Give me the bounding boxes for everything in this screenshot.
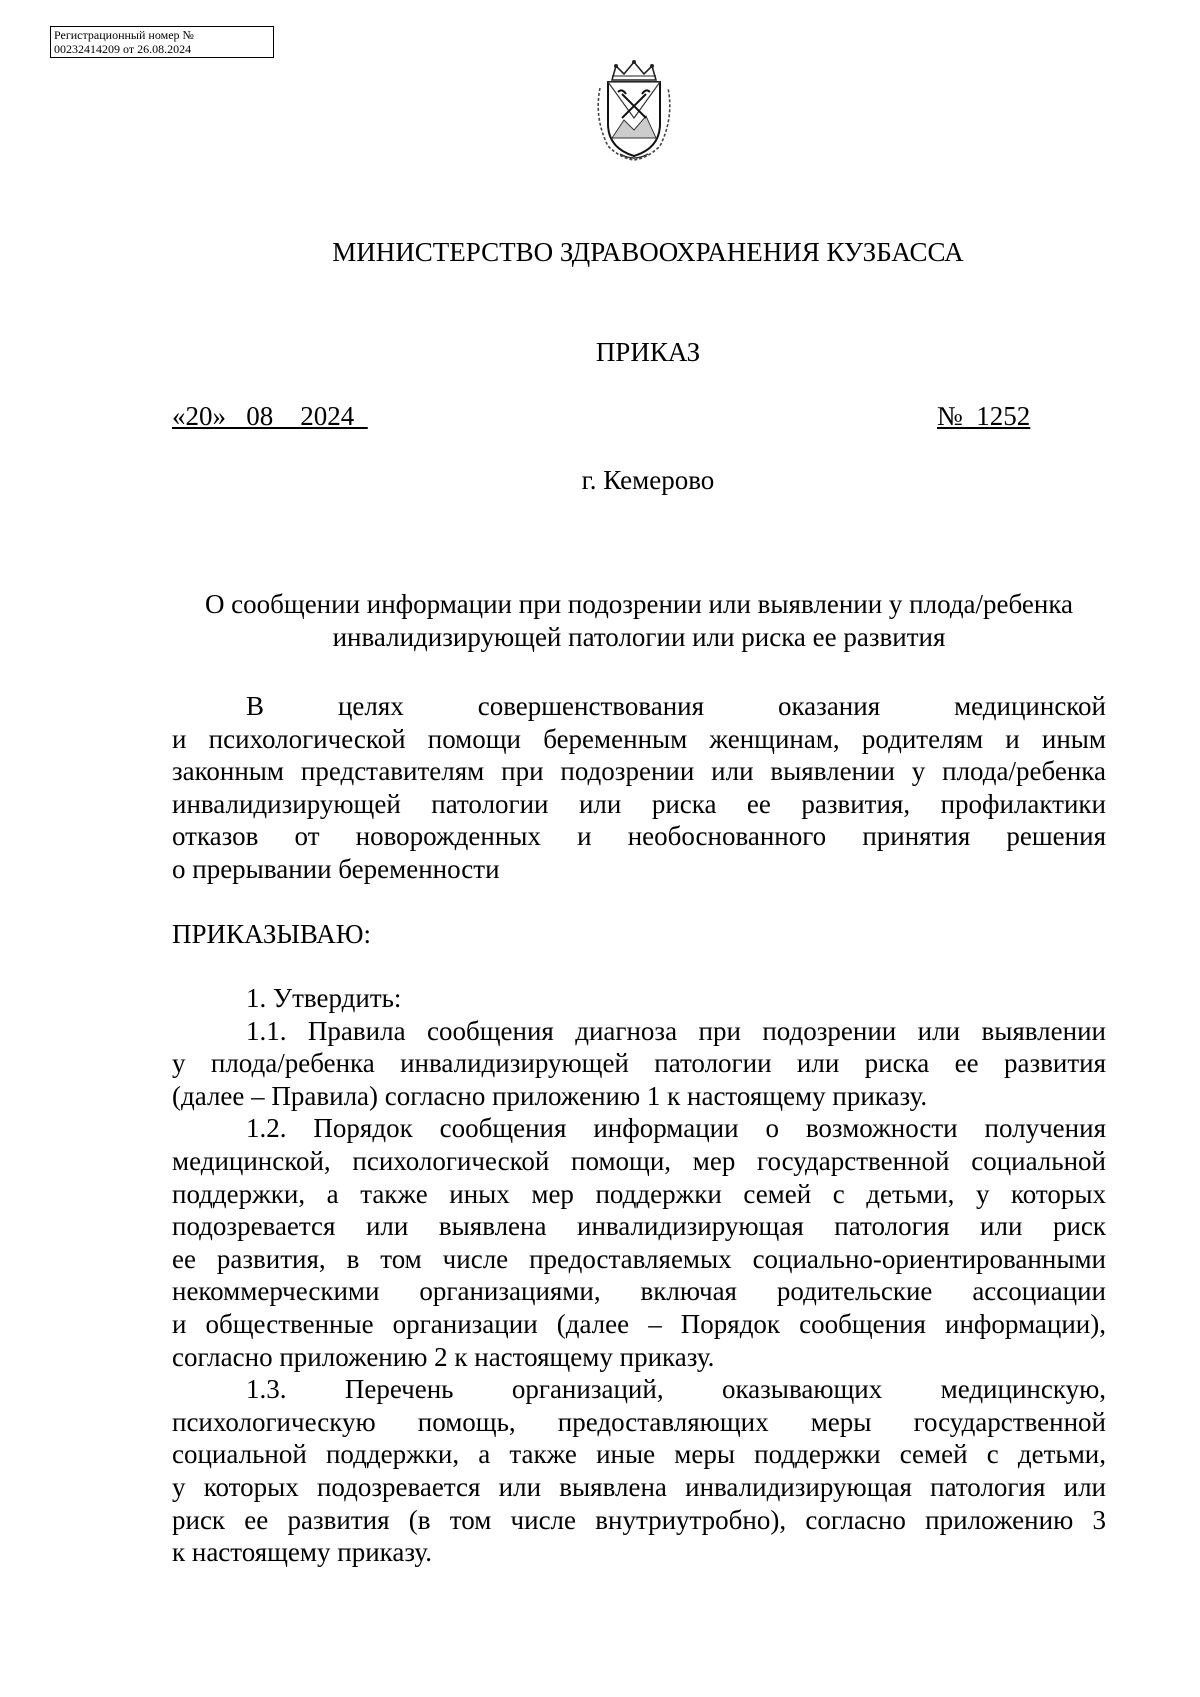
subject-line-2: инвалидизирующей патологии или риска ее развития bbox=[332, 622, 946, 652]
order-word-text: ПРИКАЗЫВАЮ: bbox=[172, 919, 371, 949]
item-1-3-line: риск ее развития (в том числе внутриутробно), согласно приложению 3 bbox=[172, 1504, 1106, 1535]
intro-line: инвалидизирующей патологии или риска ее развития, профилактики bbox=[172, 788, 1106, 819]
item-1-2-line: согласно приложению 2 к настоящему приказу. bbox=[172, 1341, 715, 1372]
subject-line-1: О сообщении информации при подозрении или выявлении у плода/ребенка bbox=[204, 589, 1074, 619]
registration-stamp bbox=[50, 26, 274, 58]
kuzbass-coat-of-arms-icon bbox=[590, 58, 678, 162]
intro-line: о прерывании беременности bbox=[172, 853, 500, 884]
order-number: № 1252 bbox=[937, 401, 1031, 431]
item-1-2-line: и общественные организации (далее – Порядок сообщения информации), bbox=[172, 1308, 1106, 1339]
registration-line-2: 00232414209 от 26.08.2024 bbox=[54, 42, 192, 56]
document-type: ПРИКАЗ bbox=[595, 337, 701, 367]
item-1-2-line: 1.2. Порядок сообщения информации о возможности получения bbox=[246, 1113, 1106, 1144]
item-1-3-line: социальной поддержки, а также иные меры поддержки семей с детьми, bbox=[172, 1439, 1106, 1470]
intro-line: законным представителям при подозрении или выявлении у плода/ребенка bbox=[172, 756, 1106, 787]
intro-line: В целях совершенствования оказания медицинской bbox=[246, 691, 1106, 721]
order-items bbox=[172, 982, 1106, 1569]
item-1-3-line: к настоящему приказу. bbox=[172, 1537, 432, 1568]
item-1-3-line: 1.3. Перечень организаций, оказывающих медицинскую, bbox=[246, 1374, 1106, 1405]
intro-line: и психологической помощи беременным женщинам, родителям и иным bbox=[172, 723, 1106, 754]
item-1-3-line: психологическую помощь, предоставляющих меры государственной bbox=[172, 1406, 1106, 1437]
item-1-1-line: у плода/ребенка инвалидизирующей патологии или риска ее развития bbox=[172, 1048, 1106, 1079]
ministry-title: МИНИСТЕРСТВО ЗДРАВООХРАНЕНИЯ КУЗБАССА bbox=[332, 237, 964, 267]
item-1-2-line: подозревается или выявлена инвалидизирующая патология или риск bbox=[172, 1211, 1106, 1242]
item-1-1-line: (далее – Правила) согласно приложению 1 к настоящему приказу. bbox=[172, 1080, 928, 1111]
order-subject bbox=[172, 588, 1106, 654]
item-1-2-line: поддержки, а также иных мер поддержки семей с детьми, у которых bbox=[172, 1178, 1106, 1209]
city: г. Кемерово bbox=[581, 465, 715, 495]
item-1: 1. Утвердить: bbox=[246, 983, 402, 1013]
registration-line-1: Регистрационный номер № bbox=[54, 28, 194, 42]
item-1-2-line: ее развития, в том числе предоставляемых социально-ориентированными bbox=[172, 1243, 1106, 1274]
item-1-2-line: некоммерческими организациями, включая родительские ассоциации bbox=[172, 1276, 1106, 1307]
order-date: «20» 08 2024 bbox=[172, 401, 368, 431]
item-1-1-line: 1.1. Правила сообщения диагноза при подозрении или выявлении bbox=[246, 1015, 1106, 1046]
order-word bbox=[172, 918, 1106, 951]
intro-line: отказов от новорожденных и необоснованного принятия решения bbox=[172, 821, 1106, 852]
item-1-3-line: у которых подозревается или выявлена инвалидизирующая патология или bbox=[172, 1471, 1106, 1502]
intro-paragraph bbox=[172, 690, 1106, 886]
item-1-2-line: медицинской, психологической помощи, мер государственной социальной bbox=[172, 1145, 1106, 1176]
